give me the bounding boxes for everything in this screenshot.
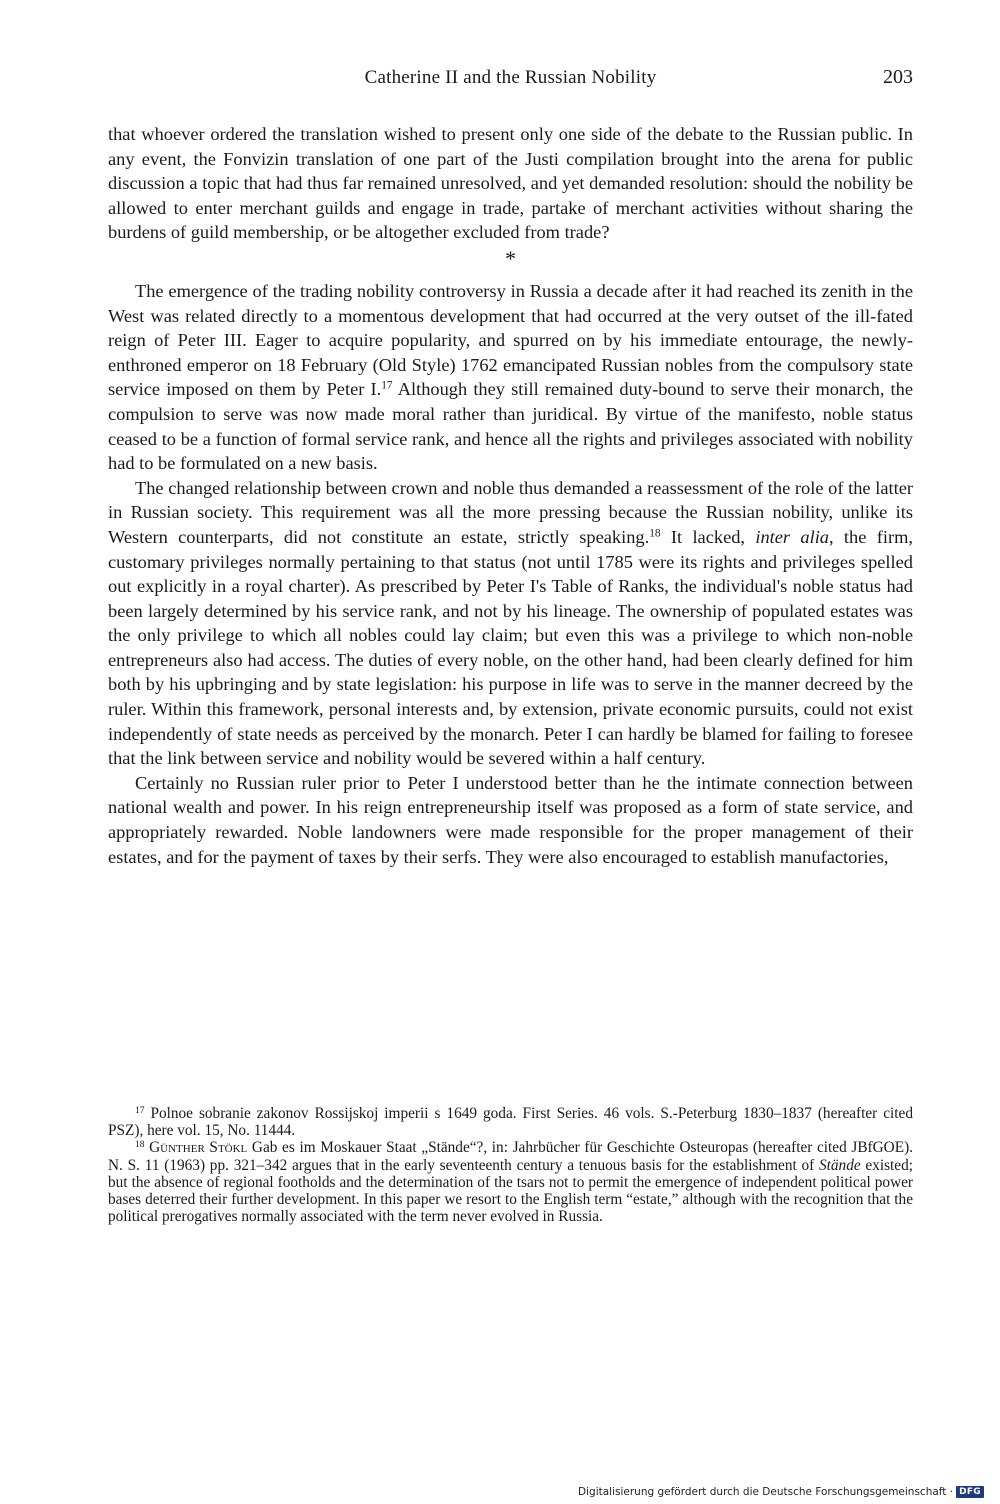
section-separator: * bbox=[505, 245, 516, 271]
paragraph-2-text-b: Although they still remained duty-bound to serve their monarch, the compulsion to serve was now made moral rather than juridical. By virtue of the manifesto, noble status ceased to be a function of formal service rank, and hence all the rights and privileges associated with nobility had to be formulated on a new basis. bbox=[108, 379, 914, 474]
paragraph-3 bbox=[108, 476, 913, 771]
footnote-18-author: Günther Stökl bbox=[149, 1139, 248, 1157]
page-number: 203 bbox=[883, 66, 913, 88]
paragraph-3-text-a: The changed relationship between crown and noble thus demanded a reassessment of the role of the latter in Russian society. This requirement was all the more pressing because the Russian nobility, unlike its Western counterparts, did not constitute an estate, strictly speaking. bbox=[108, 477, 913, 547]
body-text bbox=[108, 122, 913, 869]
running-title: Catherine II and the Russian Nobility bbox=[364, 67, 657, 88]
paragraph-2-text-a: The emergence of the trading nobility controversy in Russia a decade after it had reached its zenith in the West was related directly to a momentous development that had occurred at the very outset of the ill-fated reign of Peter III. Eager to acquire popularity, and spurred on by his immediate entourage, the newly-enthroned emperor on 18 February (Old Style) 1762 emancipated Russian nobles from the compulsory state service imposed on them by Peter I. bbox=[108, 280, 913, 400]
paragraph-4: Certainly no Russian ruler prior to Peter I understood better than he the intimate connection between national wealth and power. In his reign entrepreneurship itself was proposed as a form of state service, and appropriately rewarded. Noble landowners were made responsible for the proper management of their estates, and for the payment of taxes by their serfs. They were also encouraged to establish manufactories, bbox=[108, 772, 913, 867]
footnote-18-text-a: Gab es im Moskauer Staat „Stände“?, in: Jahrbücher für Geschichte Osteuropas (hereafter cited JBfGOE). N. S. 11 (1963) pp. 321–342 argues that in the early seventeenth century a tenuous basis for the establishment of bbox=[108, 1139, 913, 1174]
dfg-logo: DFG bbox=[956, 1486, 984, 1498]
footnote-ref-18[interactable]: 18 bbox=[649, 527, 661, 540]
paragraph-2 bbox=[108, 279, 913, 476]
footnote-18-italic: Stände bbox=[819, 1156, 861, 1174]
footnote-18-number: 18 bbox=[135, 1140, 145, 1151]
running-head bbox=[108, 67, 913, 97]
footnote-17-number: 17 bbox=[135, 1105, 145, 1116]
footnote-17 bbox=[108, 1105, 913, 1139]
credit-text: Digitalisierung gefördert durch die Deutsche Forschungsgemeinschaft · bbox=[578, 1486, 954, 1498]
footnotes bbox=[108, 1105, 913, 1225]
footnote-18 bbox=[108, 1139, 913, 1225]
footnote-17-text: Polnoe sobranie zakonov Rossijskoj imperii s 1649 goda. First Series. 46 vols. S.-Peterburg 1830–1837 (hereafter cited PSZ), here vol. 15, No. 11444. bbox=[108, 1105, 913, 1140]
footnote-ref-17[interactable]: 17 bbox=[381, 380, 393, 393]
paragraph-3-text-c: , the firm, customary privileges normally pertaining to that status (not until 1785 were its rights and privileges spelled out explicitly in a royal charter). As prescribed by Peter I's Table of Ranks, the individual's noble status had been largely determined by his service rank, and not by his lineage. The ownership of populated estates was the only privilege to which all nobles could lay claim; but even this was a privilege to which non-noble entrepreneurs also had access. The duties of every noble, on the other hand, had been clearly defined for him both by his upbringing and by state legislation: his purpose in life was to serve in the manner decreed by the ruler. Within this framework, personal interests and, by extension, private economic pursuits, could not exist independently of state needs as perceived by the monarch. Peter I can hardly be blamed for failing to foresee that the link between service and nobility would be severed within a half century. bbox=[108, 526, 913, 769]
footnote-18-text-b: existed; but the absence of regional footholds and the determination of the tsars not to permit the emergence of independent political power bases deterred their further development. In this paper we resort to the English term “estate,” although with the recognition that the political prerogatives normally associated with the term never evolved in Russia. bbox=[108, 1156, 913, 1226]
digitization-credit bbox=[578, 1486, 984, 1498]
paragraph-3-text-b: It lacked, bbox=[660, 526, 756, 547]
paragraph-3-italic: inter alia bbox=[755, 526, 830, 547]
paragraph-continued: that whoever ordered the translation wished to present only one side of the debate to the Russian public. In any event, the Fonvizin translation of one part of the Justi compilation brought into the arena for public discussion a topic that had thus far remained unresolved, and yet demanded resolution: should the nobility be allowed to enter merchant guilds and engage in trade, partake of merchant activities without sharing the burdens of guild membership, or be altogether excluded from trade? bbox=[108, 124, 913, 243]
